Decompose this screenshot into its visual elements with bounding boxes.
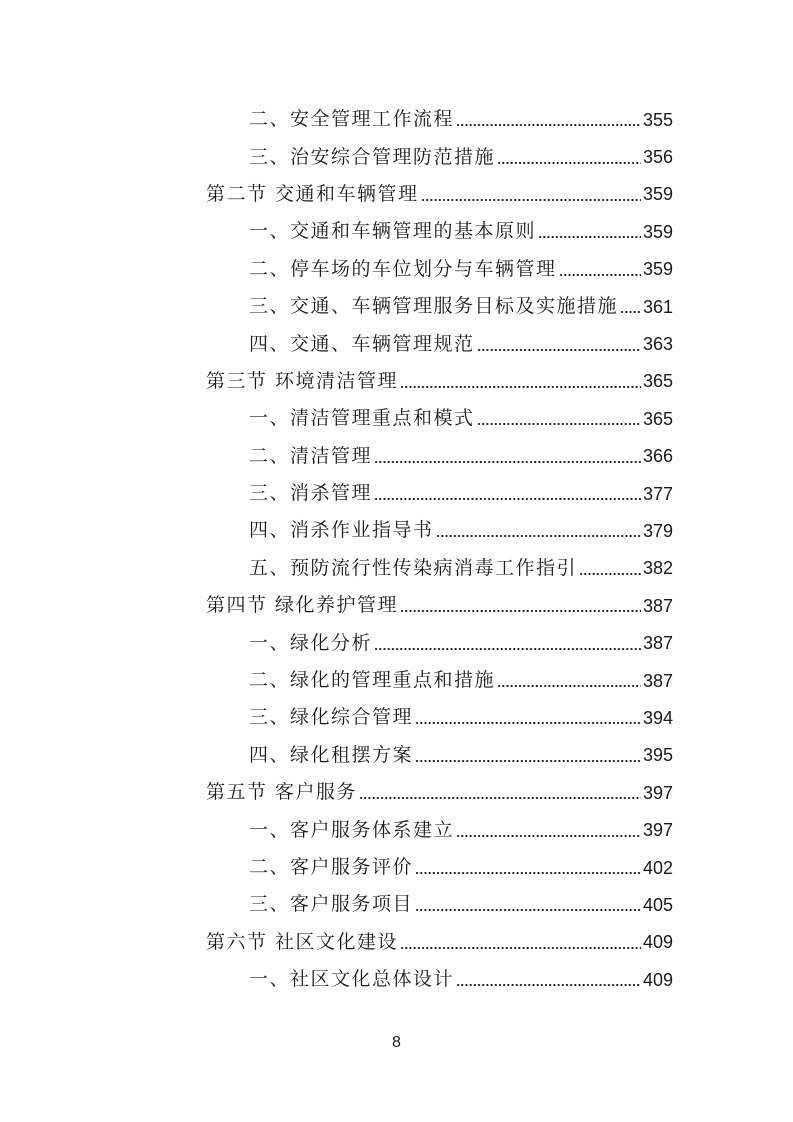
toc-entry-title: 三、消杀管理 xyxy=(249,482,373,505)
toc-entry-page: 409 xyxy=(642,932,673,953)
toc-entry[interactable] xyxy=(0,699,793,736)
toc-entry-page: 377 xyxy=(642,483,673,504)
toc-dot-leader xyxy=(421,185,641,204)
toc-entry-title: 四、绿化租摆方案 xyxy=(249,743,414,766)
toc-entry-title: 一、绿化分析 xyxy=(249,631,373,654)
toc-entry[interactable] xyxy=(0,961,793,998)
toc-entry-page: 387 xyxy=(642,595,673,616)
toc-entry-title: 三、客户服务项目 xyxy=(249,893,414,916)
toc-entry[interactable] xyxy=(0,475,793,512)
toc-entry[interactable] xyxy=(0,438,793,475)
toc-entry-page: 379 xyxy=(642,520,673,541)
toc-entry-page: 356 xyxy=(642,147,673,168)
toc-entry[interactable] xyxy=(0,886,793,923)
toc-entry-title: 二、安全管理工作流程 xyxy=(249,108,455,131)
toc-entry-page: 387 xyxy=(642,670,673,691)
toc-entry-page: 361 xyxy=(642,296,673,317)
toc-entry[interactable] xyxy=(0,325,793,362)
toc-entry-title: 二、绿化的管理重点和措施 xyxy=(249,669,496,692)
toc-entry[interactable] xyxy=(0,213,793,250)
toc-dot-leader xyxy=(497,148,641,167)
toc-section-title: 第二节 交通和车辆管理 xyxy=(206,182,419,205)
toc-entry[interactable] xyxy=(0,737,793,774)
toc-entry-page: 365 xyxy=(642,408,673,429)
toc-entry-title: 四、交通、车辆管理规范 xyxy=(249,332,475,355)
toc-dot-leader xyxy=(415,708,641,727)
toc-entry[interactable] xyxy=(0,138,793,175)
toc-entry-page: 382 xyxy=(642,558,673,579)
toc-dot-leader xyxy=(415,746,641,765)
toc-entry[interactable] xyxy=(0,849,793,886)
page-number: 8 xyxy=(392,1034,401,1051)
toc-section-entry[interactable] xyxy=(0,774,793,811)
toc-entry-page: 397 xyxy=(642,820,673,841)
toc-entry-title: 一、清洁管理重点和模式 xyxy=(249,407,475,430)
toc-entry[interactable] xyxy=(0,251,793,288)
toc-entry-page: 366 xyxy=(642,446,673,467)
toc-dot-leader xyxy=(400,596,641,615)
toc-dot-leader xyxy=(374,484,641,503)
toc-entry-title: 四、消杀作业指导书 xyxy=(249,519,434,542)
toc-entry-page: 387 xyxy=(642,633,673,654)
toc-section-title: 第三节 环境清洁管理 xyxy=(206,369,399,392)
toc-section-entry[interactable] xyxy=(0,176,793,213)
toc-dot-leader xyxy=(456,821,641,840)
toc-entry-title: 一、交通和车辆管理的基本原则 xyxy=(249,220,537,243)
table-of-contents xyxy=(0,101,793,998)
toc-entry-page: 359 xyxy=(642,184,673,205)
toc-entry[interactable] xyxy=(0,101,793,138)
toc-entry-title: 一、客户服务体系建立 xyxy=(249,818,455,841)
toc-entry-title: 二、停车场的车位划分与车辆管理 xyxy=(249,257,557,280)
toc-dot-leader xyxy=(436,521,641,540)
toc-entry-title: 三、绿化综合管理 xyxy=(249,706,414,729)
toc-dot-leader xyxy=(374,447,641,466)
toc-section-title: 第四节 绿化养护管理 xyxy=(206,594,399,617)
toc-dot-leader xyxy=(559,260,641,279)
toc-entry[interactable] xyxy=(0,550,793,587)
toc-entry-page: 397 xyxy=(642,782,673,803)
toc-dot-leader xyxy=(456,110,641,129)
toc-entry[interactable] xyxy=(0,662,793,699)
toc-dot-leader xyxy=(477,409,641,428)
toc-section-entry[interactable] xyxy=(0,587,793,624)
toc-entry-title: 二、清洁管理 xyxy=(249,444,373,467)
toc-dot-leader xyxy=(497,671,641,690)
toc-dot-leader xyxy=(400,372,641,391)
toc-entry-title: 三、治安综合管理防范措施 xyxy=(249,145,496,168)
toc-entry-page: 402 xyxy=(642,857,673,878)
toc-entry-page: 395 xyxy=(642,745,673,766)
toc-dot-leader xyxy=(620,297,641,316)
toc-entry[interactable] xyxy=(0,400,793,437)
toc-dot-leader xyxy=(538,222,641,241)
toc-entry-page: 409 xyxy=(642,969,673,990)
toc-dot-leader xyxy=(400,933,641,952)
toc-dot-leader xyxy=(477,335,641,354)
toc-entry[interactable] xyxy=(0,811,793,848)
toc-entry-page: 405 xyxy=(642,894,673,915)
toc-entry-page: 363 xyxy=(642,334,673,355)
toc-dot-leader xyxy=(359,783,641,802)
toc-dot-leader xyxy=(579,559,641,578)
toc-dot-leader xyxy=(415,895,641,914)
toc-dot-leader xyxy=(415,858,641,877)
toc-entry-page: 355 xyxy=(642,109,673,130)
toc-entry-page: 359 xyxy=(642,221,673,242)
toc-section-title: 第六节 社区文化建设 xyxy=(206,930,399,953)
toc-entry[interactable] xyxy=(0,288,793,325)
toc-entry-title: 五、预防流行性传染病消毒工作指引 xyxy=(249,556,578,579)
toc-section-title: 第五节 客户服务 xyxy=(206,781,358,804)
toc-dot-leader xyxy=(374,634,641,653)
toc-entry-page: 359 xyxy=(642,259,673,280)
toc-section-entry[interactable] xyxy=(0,924,793,961)
toc-entry-title: 一、社区文化总体设计 xyxy=(249,968,455,991)
toc-section-entry[interactable] xyxy=(0,363,793,400)
toc-entry-page: 394 xyxy=(642,707,673,728)
toc-entry[interactable] xyxy=(0,512,793,549)
toc-entry-title: 二、客户服务评价 xyxy=(249,856,414,878)
toc-entry[interactable] xyxy=(0,624,793,661)
toc-entry-title: 三、交通、车辆管理服务目标及实施措施 xyxy=(249,295,619,318)
toc-entry-page: 365 xyxy=(642,371,673,392)
toc-dot-leader xyxy=(456,970,641,989)
